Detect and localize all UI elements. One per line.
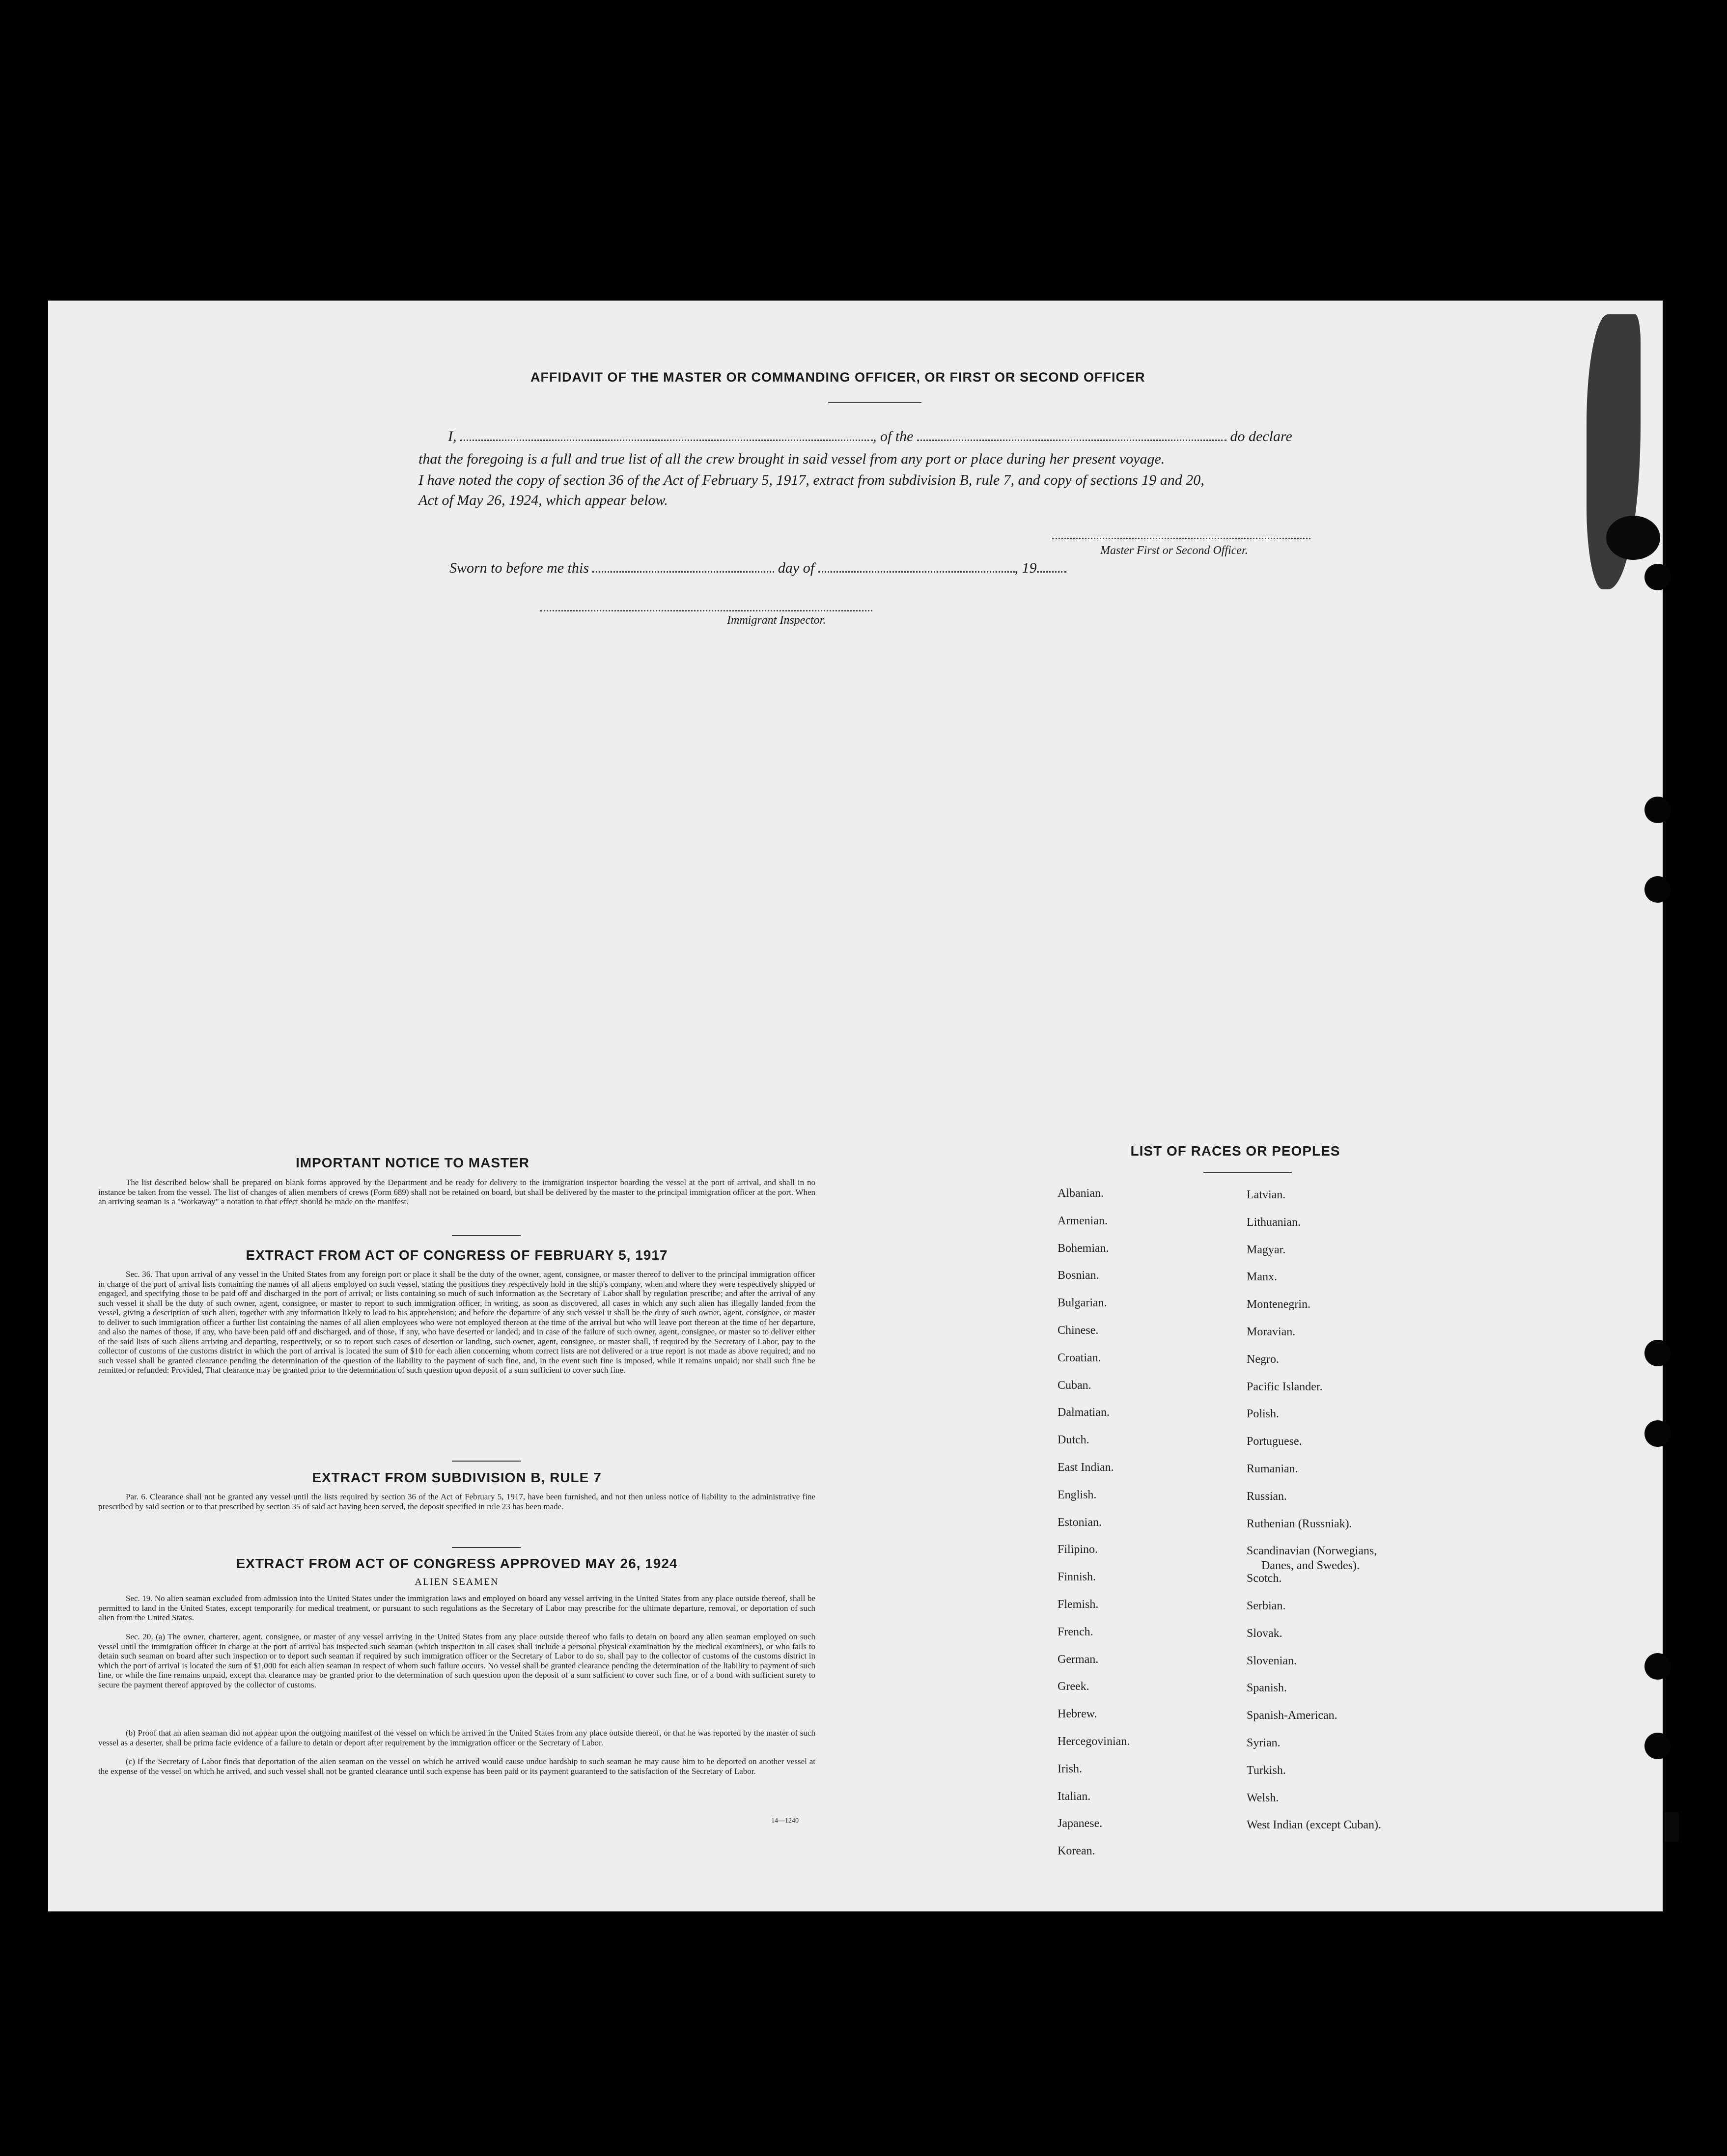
affidavit-declare: do declare [1230, 428, 1292, 444]
race-item: Magyar. [1247, 1243, 1286, 1256]
race-item: Cuban. [1058, 1379, 1091, 1392]
name-blank[interactable] [460, 429, 873, 441]
race-item: Pacific Islander. [1247, 1380, 1323, 1393]
form-number: 14—1240 [771, 1817, 799, 1824]
race-item: Scandinavian (Norwegians, [1247, 1545, 1377, 1558]
race-item: German. [1058, 1653, 1099, 1666]
rule7-title: EXTRACT FROM SUBDIVISION B, RULE 7 [312, 1470, 602, 1485]
race-item: Rumanian. [1247, 1463, 1298, 1475]
race-item: Chinese. [1058, 1324, 1099, 1337]
affidavit-of-the: , of the [873, 428, 914, 444]
race-item: Filipino. [1058, 1543, 1098, 1556]
race-item: Hebrew. [1058, 1708, 1097, 1721]
race-item: Dalmatian. [1058, 1406, 1110, 1419]
race-item: Estonian. [1058, 1516, 1102, 1529]
race-item: Finnish. [1058, 1571, 1096, 1584]
race-item-continuation: Danes, and Swedes). [1261, 1559, 1360, 1573]
race-item: West Indian (except Cuban). [1247, 1819, 1381, 1832]
punch-hole [1644, 1340, 1671, 1366]
race-item: Negro. [1247, 1353, 1279, 1366]
race-item: Russian. [1247, 1490, 1287, 1503]
race-item: Korean. [1058, 1845, 1095, 1858]
race-item: Bulgarian. [1058, 1297, 1107, 1310]
race-item: Italian. [1058, 1790, 1091, 1803]
race-item: Spanish-American. [1247, 1709, 1337, 1722]
rule7-text: Par. 6. Clearance shall not be granted any vessel until the lists required by section 36 of the Act of February 5, 1917, have been furnished, and not then unless notice of liability to the administrative fine prescribed by said section or to that prescribed by section 35 of said act having been served, the deposit specified in rule 23 has been made. [98, 1492, 815, 1511]
bottom-corner-tear [1664, 1812, 1679, 1842]
race-item: Polish. [1247, 1408, 1280, 1421]
inspector-label: Immigrant Inspector. [727, 614, 826, 627]
race-item: East Indian. [1058, 1461, 1114, 1474]
sec20b-text: (b) Proof that an alien seaman did not appear upon the outgoing manifest of the vessel on which he arrived in the United States from any place outside thereof, or that he was reported by the master of such vessel as a deserter, shall be prima facie evidence of a failure to detain or deport after requirement by the immigration officer or the Secretary of Labor. [98, 1728, 815, 1747]
races-title-underline [1203, 1172, 1292, 1173]
sworn-line [449, 560, 1186, 577]
race-item: Dutch. [1058, 1434, 1089, 1447]
affidavit-i: I, [448, 428, 457, 444]
race-item: Moravian. [1247, 1326, 1296, 1338]
extract-1917-title: EXTRACT FROM ACT OF CONGRESS OF FEBRUARY 5, 1917 [246, 1247, 668, 1263]
day-of-text: day of [778, 560, 815, 576]
divider [452, 1235, 521, 1236]
extract-1917-text: Sec. 36. That upon arrival of any vessel in the United States from any foreign port or place it shall be the duty of the owner, agent, consignee, or master thereof to deliver to the principal immigration officer in charge of the port of arrival lists containing the names of all aliens employed on such vessel, stating the positions they respectively hold in the ship's company, when and where they were respectively shipped or engaged, and specifying those to be paid off and discharged in the port of arrival; or lists containing so much of such information as the Secretary of Labor shall by regulation prescribe; and after the arrival of any such vessel it shall be the duty of such owner, agent, consignee, or master to report to such immigration officer, in writing, as soon as discovered, all cases in which any such alien has illegally landed from the vessel, giving a description of such alien, together with any information likely to lead to his apprehension; and before the departure of any such vessel it shall be the duty of such owner, agent, consignee, or master to deliver to such immigration officer a further list containing the names of all alien employees who were not employed thereon at the time of the arrival but who will leave port thereon at the time of her departure, and also the names of those, if any, who have been paid off and discharged, and of those, if any, who have deserted or landed; and in case of the failure of such owner, agent, consignee, or master so to deliver either of the said lists of such aliens arriving and departing, respectively, or so to report such cases of desertion or landing, such owner, agent, consignee, or master shall, if required by the Secretary of Labor, pay to the collector of customs of the customs district in which the port of arrival is located the sum of $10 for each alien concerning whom correct lists are not delivered or a true report is not made as above required; and no such vessel shall be granted clearance pending the determination of the question of the liability to the payment of such fine, and, in the event such fine is imposed, while it remains unpaid; nor shall such fine be remitted or refunded: Provided, That clearance may be granted prior to the determination of such question upon deposit of a sum sufficient to cover such fine. [98, 1270, 815, 1375]
race-item: Irish. [1058, 1762, 1082, 1775]
sec20a-text: Sec. 20. (a) The owner, charterer, agent, consignee, or master of any vessel arriving in the United States from any place outside thereof who fails to detain on board any alien seaman employed on such vessel until the immigration officer in charge at the port of arrival has inspected such seaman (which inspection in all cases shall include a personal physical examination by the medical examiners), or who fails to detain such seaman on board after such inspection or to deport such seaman if required by such immigration officer or the Secretary of Labor to do so, shall pay to the collector of customs of the customs district in which the port of arrival is located the sum of $1,000 for each alien seaman in respect of whom such failure occurs. No vessel shall be granted clearance pending the determination of the liability to payment of such fine, or while the fine remains unpaid, except that clearance may be granted prior to the determination of such question upon the deposit of a sum sufficient to cover such fine, or of a bond with sufficient surety to secure the payment thereof approved by the collector of customs. [98, 1632, 815, 1689]
master-signature-blank[interactable] [1052, 533, 1310, 539]
sworn-text: Sworn to before me this [449, 560, 589, 576]
punch-hole [1644, 876, 1671, 903]
race-item: Flemish. [1058, 1598, 1099, 1611]
punch-hole [1644, 564, 1671, 590]
affidavit-line2: that the foregoing is a full and true list of all the crew brought in said vessel from any port or place during her present voyage. [418, 451, 1165, 467]
punch-hole [1644, 797, 1671, 823]
race-item: Japanese. [1058, 1817, 1103, 1830]
sec20c-text: (c) If the Secretary of Labor finds that deportation of the alien seaman on the vessel on which he arrived would cause undue hardship to such seaman he may cause him to be deported on another vessel at the expense of the vessel on which he arrived, and such vessel shall not be granted clearance until such expense has been paid or its payment guaranteed to the satisfaction of the Secretary of Labor. [98, 1757, 815, 1776]
races-title: LIST OF RACES OR PEOPLES [1130, 1143, 1340, 1159]
extract-1924-title: EXTRACT FROM ACT OF CONGRESS APPROVED MAY 26, 1924 [236, 1556, 678, 1571]
race-item: Lithuanian. [1247, 1216, 1301, 1229]
alien-seamen-subtitle: ALIEN SEAMEN [415, 1576, 499, 1587]
race-item: English. [1058, 1488, 1097, 1501]
race-item: Montenegrin. [1247, 1298, 1310, 1311]
race-item: Latvian. [1247, 1189, 1286, 1201]
master-signature-label: Master First or Second Officer. [1100, 544, 1248, 557]
affidavit-line1 [448, 428, 1332, 445]
vessel-name-blank[interactable] [917, 429, 1226, 441]
ink-blot [1606, 516, 1660, 560]
affidavit-line3: I have noted the copy of section 36 of the Act of February 5, 1917, extract from subdivision B, rule 7, and copy of sections 19 and 20, [418, 472, 1204, 488]
race-item: Portuguese. [1247, 1435, 1302, 1448]
sworn-month-blank[interactable] [818, 560, 1015, 573]
race-item: Manx. [1247, 1271, 1277, 1284]
race-item: Syrian. [1247, 1737, 1281, 1749]
race-item: Hercegovinian. [1058, 1735, 1130, 1748]
race-item: Scotch. [1247, 1572, 1282, 1585]
sworn-day-blank[interactable] [592, 560, 774, 573]
race-item: Albanian. [1058, 1187, 1104, 1200]
race-item: Bohemian. [1058, 1242, 1109, 1255]
inspector-signature-blank[interactable] [540, 605, 872, 611]
punch-hole [1644, 1653, 1671, 1680]
race-item: Armenian. [1058, 1214, 1108, 1227]
race-item: Serbian. [1247, 1600, 1286, 1612]
title-underline [828, 402, 921, 403]
race-item: Bosnian. [1058, 1269, 1099, 1282]
affidavit-line4: Act of May 26, 1924, which appear below. [418, 492, 668, 508]
sworn-year-blank[interactable] [1037, 560, 1066, 573]
sec19-text: Sec. 19. No alien seaman excluded from admission into the United States under the immigration laws and employed on board any vessel arriving in the United States from any place outside thereof, shall be permitted to land in the United States, except temporarily for medical treatment, or pursuant to such regulations as the Secretary of Labor may prescribe for the ultimate departure, removal, or deportation of such alien from the United States. [98, 1594, 815, 1622]
punch-hole [1644, 1733, 1671, 1759]
race-item: Ruthenian (Russniak). [1247, 1517, 1352, 1530]
divider [452, 1461, 521, 1462]
race-item: Slovenian. [1247, 1654, 1297, 1667]
punch-hole [1644, 1420, 1671, 1447]
right-edge-shadow [1663, 301, 1727, 1911]
race-item: Greek. [1058, 1680, 1089, 1693]
notice-text: The list described below shall be prepared on blank forms approved by the Department and be ready for delivery to the immigration inspector boarding the vessel at the port of arrival, and shall in no instance be taken from the vessel. The list of changes of alien members of crews (Form 689) shall not be retained on board, but shall be delivered by the master to the principal immigration officer at the port. When an arriving seaman is a "workaway" a notation to that effect should be made on the manifest. [98, 1178, 815, 1206]
affidavit-title: AFFIDAVIT OF THE MASTER OR COMMANDING OFFICER, OR FIRST OR SECOND OFFICER [530, 370, 1145, 385]
race-item: Spanish. [1247, 1682, 1287, 1695]
notice-title: IMPORTANT NOTICE TO MASTER [295, 1155, 530, 1170]
race-item: French. [1058, 1625, 1093, 1638]
race-item: Slovak. [1247, 1627, 1282, 1640]
race-item: Turkish. [1247, 1764, 1286, 1777]
race-item: Welsh. [1247, 1791, 1279, 1804]
year-prefix: , 19 [1014, 560, 1037, 576]
divider [452, 1547, 521, 1548]
race-item: Croatian. [1058, 1351, 1101, 1364]
